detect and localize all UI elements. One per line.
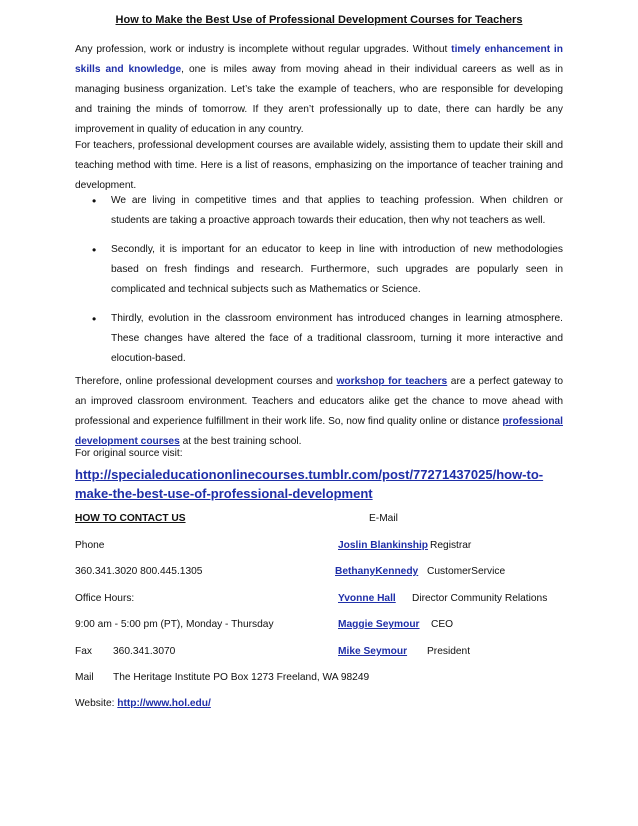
contact-role-4: President	[427, 646, 471, 657]
list-item	[75, 240, 563, 300]
bullet-icon: •	[92, 194, 97, 208]
contact-link-2[interactable]: Yvonne Hall	[338, 593, 396, 604]
phone-numbers: 360.341.3020 800.445.1305	[75, 566, 203, 577]
email-label: E-Mail	[369, 513, 398, 524]
conclusion-text-a: Therefore, online professional development courses and	[75, 376, 337, 387]
office-hours-label: Office Hours:	[75, 593, 135, 604]
fax-label: Fax	[75, 646, 92, 657]
website-row	[75, 698, 211, 709]
list-item	[75, 191, 563, 231]
contact-role-2: Director Community Relations	[412, 593, 548, 604]
website-label: Website:	[75, 698, 118, 709]
intro-text-b: , one is miles away from moving ahead in their individual careers as well as in managing business organization. Let’s take the example of teachers, who are responsible for developing and training the minds of tomorrow. If they aren’t professionally up to date, there can hardly be any improvement in quality of education in any country.	[75, 64, 564, 135]
contact-role-3: CEO	[431, 619, 454, 630]
list-item-text: Secondly, it is important for an educator to keep in line with introduction of new methodologies based on fresh findings and research. Furthermore, such upgrades are popularly seen in complicated and technical subjects such as Mathematics or Science.	[111, 244, 563, 295]
source-url-link[interactable]: http://specialeducationonlinecourses.tumblr.com/post/77271437025/how-to-make-the-best-use-of-professional-development	[75, 467, 544, 501]
contact-link-3[interactable]: Maggie Seymour	[338, 619, 420, 630]
conclusion-text-c: at the best training school.	[179, 436, 302, 447]
source-label: For original source visit:	[75, 448, 183, 459]
courses-link[interactable]: professional development courses	[75, 416, 563, 447]
contact-role-0: Registrar	[430, 540, 472, 551]
skills-knowledge-link[interactable]: timely enhancement in skills and knowledge	[75, 44, 563, 75]
list-item	[75, 309, 563, 369]
workshop-link[interactable]: workshop for teachers	[336, 376, 448, 387]
document-title: How to Make the Best Use of Professional Development Courses for Teachers	[115, 14, 523, 26]
conclusion-text-b: are a perfect gateway to an improved classroom environment. Teachers and educators alike get the chance to move ahead with professional and experience fulfillment in their work life. So, now find quality online or distance	[75, 376, 563, 427]
bullet-icon: •	[92, 243, 97, 257]
contact-link-4[interactable]: Mike Seymour	[338, 646, 408, 657]
reasons-list	[75, 191, 563, 378]
contact-link-1[interactable]: BethanyKennedy	[335, 566, 419, 577]
mail-address: The Heritage Institute PO Box 1273 Freeland, WA 98249	[113, 672, 370, 683]
mail-label: Mail	[75, 672, 94, 683]
contact-role-1: CustomerService	[427, 566, 506, 577]
conclusion-paragraph	[75, 372, 563, 452]
bullet-icon: •	[92, 312, 97, 326]
website-link[interactable]: http://www.hol.edu/	[117, 698, 211, 709]
phone-label: Phone	[75, 540, 105, 551]
intro-text-a: Any profession, work or industry is incomplete without regular upgrades. Without	[75, 44, 452, 55]
intro-paragraph	[75, 40, 563, 140]
contact-link-0[interactable]: Joslin Blankinship	[338, 540, 429, 551]
reasons-paragraph: For teachers, professional development courses are available widely, assisting them to update their skill and teaching method with time. Here is a list of reasons, emphasizing on the importance of teacher training and development.	[75, 140, 563, 191]
office-hours: 9:00 am - 5:00 pm (PT), Monday - Thursday	[75, 619, 274, 630]
list-item-text: We are living in competitive times and that applies to teaching profession. When children or students are taking a proactive approach towards their education, then why not teachers as well.	[111, 195, 563, 226]
fax-number: 360.341.3070	[113, 646, 176, 657]
list-item-text: Thirdly, evolution in the classroom environment has introduced changes in learning atmosphere. These changes have altered the face of a traditional classroom, turning it more interactive and elocution-based.	[111, 313, 563, 364]
contact-heading: HOW TO CONTACT US	[75, 513, 186, 524]
